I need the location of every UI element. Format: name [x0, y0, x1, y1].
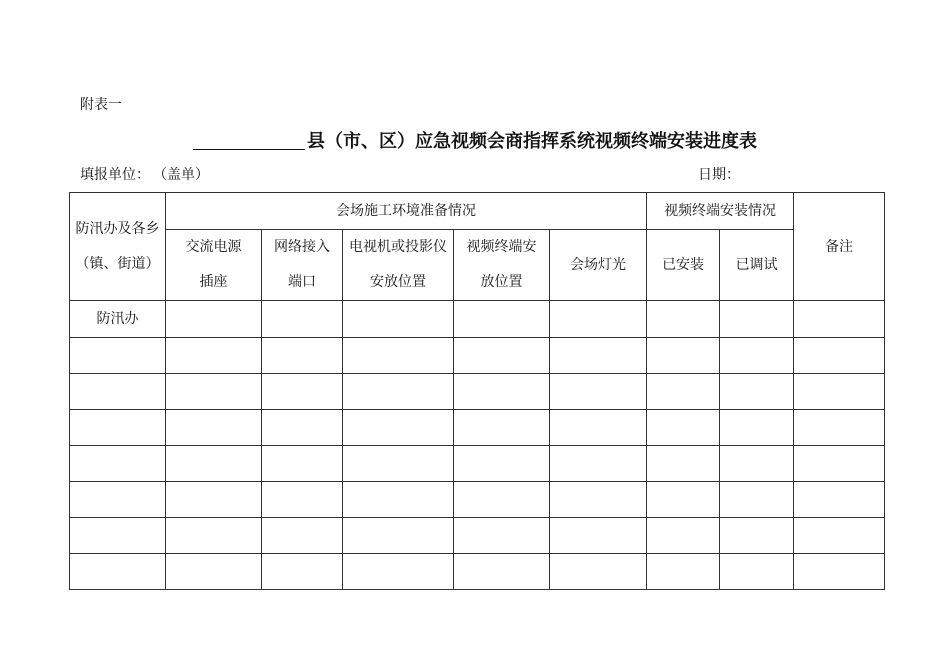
table-cell[interactable]: [166, 301, 262, 338]
table-cell[interactable]: [70, 518, 166, 554]
table-cell[interactable]: [794, 338, 885, 374]
header-lighting: 会场灯光: [550, 230, 647, 301]
table-cell[interactable]: [262, 446, 343, 482]
table-cell[interactable]: [70, 338, 166, 374]
table-cell[interactable]: [166, 374, 262, 410]
table-row: [70, 446, 885, 482]
table-cell[interactable]: [720, 374, 794, 410]
table-cell[interactable]: [720, 410, 794, 446]
table-cell[interactable]: [262, 374, 343, 410]
table-cell[interactable]: [454, 374, 550, 410]
table-cell[interactable]: [647, 338, 720, 374]
table-cell[interactable]: [720, 446, 794, 482]
date-label: 日期：: [698, 167, 740, 183]
table-cell[interactable]: [647, 374, 720, 410]
table-cell[interactable]: [550, 338, 647, 374]
county-name-blank[interactable]: [193, 131, 305, 150]
table-cell[interactable]: [550, 446, 647, 482]
table-cell[interactable]: [454, 554, 550, 590]
table-cell[interactable]: [454, 301, 550, 338]
table-cell[interactable]: [720, 554, 794, 590]
table-row: [70, 410, 885, 446]
table-cell[interactable]: [647, 301, 720, 338]
table-row: [70, 518, 885, 554]
page-title: [0, 127, 950, 153]
fill-unit-label: 填报单位：: [80, 167, 150, 183]
table-cell[interactable]: [454, 446, 550, 482]
table-cell[interactable]: [550, 482, 647, 518]
table-cell[interactable]: [166, 410, 262, 446]
table-cell[interactable]: [794, 518, 885, 554]
header-site-preparation: 会场施工环境准备情况: [166, 193, 647, 230]
table-cell[interactable]: [794, 410, 885, 446]
table-cell[interactable]: [262, 338, 343, 374]
header-terminal-install: 视频终端安装情况: [647, 193, 794, 230]
table-row: [70, 338, 885, 374]
table-cell[interactable]: [166, 338, 262, 374]
table-cell[interactable]: [166, 554, 262, 590]
table-cell[interactable]: [647, 518, 720, 554]
table-cell[interactable]: [794, 446, 885, 482]
table-cell[interactable]: [343, 410, 454, 446]
table-cell[interactable]: [550, 374, 647, 410]
table-row: [70, 482, 885, 518]
table-row: [70, 554, 885, 590]
table-cell[interactable]: [343, 338, 454, 374]
header-debugged: 已调试: [720, 230, 794, 301]
table-cell[interactable]: [262, 518, 343, 554]
table-cell[interactable]: [794, 374, 885, 410]
table-row: [70, 301, 885, 338]
table-cell[interactable]: [550, 518, 647, 554]
empty-rows: [70, 338, 885, 590]
header-network-port: 网络接入端口: [262, 230, 343, 301]
table-cell[interactable]: [647, 446, 720, 482]
table-cell[interactable]: [343, 301, 454, 338]
table-cell[interactable]: [454, 338, 550, 374]
table-cell[interactable]: [550, 410, 647, 446]
table-cell[interactable]: [343, 374, 454, 410]
attachment-label: 附表一: [80, 97, 122, 113]
table-cell[interactable]: [794, 301, 885, 338]
table-cell[interactable]: [343, 554, 454, 590]
table-cell[interactable]: [794, 482, 885, 518]
table-cell[interactable]: [647, 554, 720, 590]
table-cell[interactable]: [550, 554, 647, 590]
header-power-socket: 交流电源插座: [166, 230, 262, 301]
table-cell[interactable]: [70, 410, 166, 446]
table-cell[interactable]: [454, 482, 550, 518]
table-cell[interactable]: [720, 338, 794, 374]
row-label-flood-office: 防汛办: [70, 301, 166, 338]
table-cell[interactable]: [70, 446, 166, 482]
table-cell[interactable]: [70, 374, 166, 410]
fill-unit-line: [80, 164, 209, 184]
table-cell[interactable]: [550, 301, 647, 338]
header-unit: 防汛办及各乡（镇、街道）: [70, 193, 166, 301]
table-cell[interactable]: [794, 554, 885, 590]
table-cell[interactable]: [647, 410, 720, 446]
table-cell[interactable]: [720, 301, 794, 338]
title-text: 县（市、区）应急视频会商指挥系统视频终端安装进度表: [307, 131, 757, 152]
table-header-row-1: [70, 193, 885, 230]
table-row: [70, 374, 885, 410]
table-cell[interactable]: [454, 410, 550, 446]
stamp-label: （盖单）: [160, 167, 209, 183]
table-cell[interactable]: [166, 518, 262, 554]
table-cell[interactable]: [166, 482, 262, 518]
progress-table: [69, 192, 885, 590]
table-cell[interactable]: [262, 410, 343, 446]
header-installed: 已安装: [647, 230, 720, 301]
header-terminal-position: 视频终端安放位置: [454, 230, 550, 301]
table-cell[interactable]: [647, 482, 720, 518]
table-cell[interactable]: [343, 482, 454, 518]
table-cell[interactable]: [720, 482, 794, 518]
table-cell[interactable]: [720, 518, 794, 554]
table-cell[interactable]: [262, 554, 343, 590]
table-cell[interactable]: [262, 301, 343, 338]
table-cell[interactable]: [70, 482, 166, 518]
table-cell[interactable]: [454, 518, 550, 554]
table-cell[interactable]: [166, 446, 262, 482]
table-cell[interactable]: [343, 518, 454, 554]
table-cell[interactable]: [262, 482, 343, 518]
table-cell[interactable]: [70, 554, 166, 590]
header-tv-projector: 电视机或投影仪安放位置: [343, 230, 454, 301]
table-cell[interactable]: [343, 446, 454, 482]
header-remarks: 备注: [794, 193, 885, 301]
table-header-row-2: [70, 230, 885, 301]
